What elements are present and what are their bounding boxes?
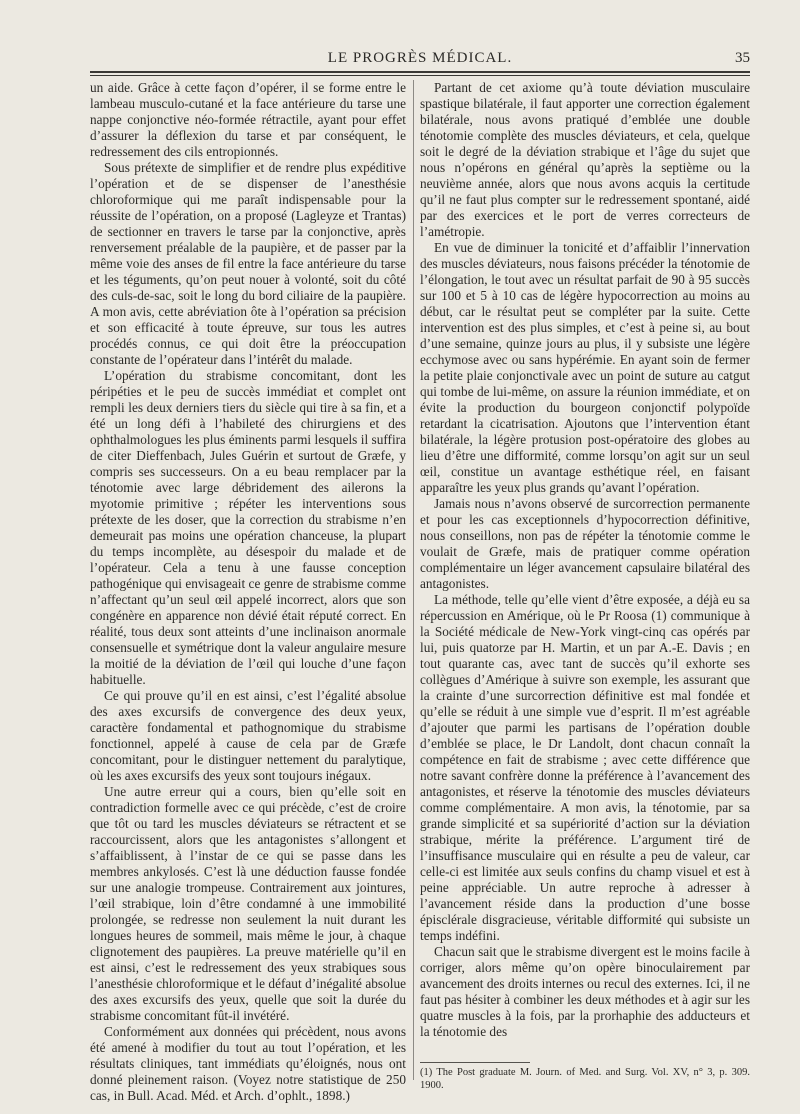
paragraph: Jamais nous n’avons observé de surcorrection permanente et pour les cas exceptionnels d’hypocorrection définitive, nous conseillons, non pas de répéter la ténotomie comme le voulait de Græfe, mais de pratiquer comme opération complémentaire un léger avancement capsulaire bilatéral des antagonistes. bbox=[420, 496, 750, 591]
footnote-rule bbox=[420, 1062, 530, 1063]
paragraph: un aide. Grâce à cette façon d’opérer, il se forme entre le lambeau musculo-cutané et la face antérieure du tarse une nappe conjonctive néo-formée rétractile, ayant pour effet d’assurer la déflexion du tarse et par conséquent, le redressement des cils entropionnés. bbox=[90, 80, 406, 159]
running-header bbox=[90, 50, 750, 72]
paragraph: Sous prétexte de simplifier et de rendre plus expéditive l’opération et de se dispenser de l’anesthésie chloroformique qui me paraît indispensable pour la réussite de l’opération, on a proposé (Lagleyze et Trantas) de sectionner en travers le tarse par la conjonctive, après renversement préalable de la paupière, et de passer par la même voie des anses de fil entre la face antérieure du tarse et les téguments, qu’on peut nouer à volonté, soit du côté des culs-de-sac, soit le long du bord ciliaire de la paupière. A mon avis, cette abréviation ôte à l’opération sa précision et son efficacité à toute épreuve, sur tous les autres procédés connus, ce qui doit être la préoccupation constante de l’opérateur dans l’intérêt du malade. bbox=[90, 160, 406, 367]
paragraph: Une autre erreur qui a cours, bien qu’elle soit en contradiction formelle avec ce qui précède, c’est de croire que tôt ou tard les muscles déviateurs se rétractent et se raccourcissent, alors que les antagonistes s’allongent et s’affaiblissent, à l’instar de ce qui se passe dans les membres ankylosés. C’est là une déduction fausse fondée sur une analogie trompeuse. Contrairement aux jointures, l’œil strabique, loin d’être condamné à une immobilité prolongée, se redresse non seulement la nuit durant les longues heures de sommeil, mais même le jour, à chaque clignotement des paupières. La preuve matérielle qu’il en est ainsi, c’est le redressement des yeux strabiques sous l’anesthésie chloroformique et le défaut d’inégalité absolue des axes excursifs des yeux, quelle que soit la durée du strabisme concomitant fût-il invétéré. bbox=[90, 784, 406, 1023]
paragraph: La méthode, telle qu’elle vient d’être exposée, a déjà eu sa répercussion en Amérique, où le Pr Roosa (1) communique à la Société médicale de New-York vingt-cinq cas opérés par lui, puis quatorze par H. Martin, et un par A.-E. Davis ; en tout quarante cas, avec tant de succès qu’il exhorte ses collègues d’Amérique à suivre son exemple, les assurant que la crainte d’une surcorrection définitive est mal fondée et qu’elle se réduit à une simple vue d’esprit. Il m’est agréable d’ajouter que parmi les partisans de l’opération double d’emblée se place, le Dr Landolt, dont chacun connaît la compétence en fait de strabisme ; avec cette différence que notre savant confrère donne la préférence à l’avancement des antagonistes, et réserve la ténotomie des muscles déviateurs comme complémentaire. A mon avis, la ténotomie, par sa grande simplicité et sa supériorité d’action sur la déviation strabique, mérite la préférence. L’argument tiré de l’insuffisance musculaire qui en résulte a peu de valeur, car celle-ci est limitée aux seuls confins du champ visuel et est à peine appréciable. Un autre reproche à adresser à l’avancement réside dans la production d’une bosse épisclérale disgracieuse, véritable difformité qui subsiste un temps indéfini. bbox=[420, 592, 750, 943]
header-rule-thick bbox=[90, 71, 750, 73]
left-column bbox=[90, 80, 406, 1104]
column-divider bbox=[413, 80, 414, 1080]
paragraph: Chacun sait que le strabisme divergent est le moins facile à corriger, alors même qu’on opère binoculairement par avancement des droits internes ou recul des externes. Ici, il ne faut pas hésiter à combiner les deux méthodes et à agir sur les quatre muscles à la fois, par la prorhaphie des adducteurs et la ténotomie des bbox=[420, 944, 750, 1039]
paragraph: L’opération du strabisme concomitant, dont les péripéties et le peu de succès immédiat et complet ont rempli les deux derniers tiers du siècle qui tire à sa fin, et a été un long défi à l’habileté des chirurgiens et des ophthalmologues les plus éminents parmi lesquels il suffira de citer Dieffenbach, Jules Guérin et surtout de Græfe, y compris ses successeurs. On a eu beau remplacer par la ténotomie avec large débridement des ailerons la myotomie primitive ; répéter les interventions sous prétexte de les doser, que la correction du strabisme n’en demeurait pas moins une opération chanceuse, la plupart du temps incomplète, au désespoir du malade et de l’opérateur. Cela a tenu à une fausse conception pathogénique qui envisageait ce genre de strabisme comme n’affectant qu’un seul œil appelé incorrect, alors que son congénère en apparence non dévié était réputé correct. En réalité, tous deux sont atteints d’une inclinaison anormale consensuelle et symétrique dont la valeur angulaire mesure la moitié de la déviation de l’œil qui louche d’une façon habituelle. bbox=[90, 368, 406, 687]
paragraph: Conformément aux données qui précèdent, nous avons été amené à modifier du tout au tout l’opération, et les résultats cliniques, tant immédiats qu’éloignés, nous ont donné pleinement raison. (Voyez notre statistique de 250 cas, in Bull. Acad. Méd. et Arch. d’ophlt., 1898.) bbox=[90, 1024, 406, 1103]
paragraph: Partant de cet axiome qu’à toute déviation musculaire spastique bilatérale, il faut apporter une correction également bilatérale, nous avons pratiqué d’emblée une double ténotomie complète des muscles déviateurs, et cela, quelque soit le degré de la déviation strabique et l’âge du sujet que nous n’opérons en général qu’après la septième ou la neuvième année, alors que nous avons acquis la certitude qu’il ne faut plus compter sur le redressement spontané, aidé par des exercices et le port de verres correcteurs de l’amétropie. bbox=[420, 80, 750, 239]
header-rule-thin bbox=[90, 75, 750, 76]
page-number: 35 bbox=[735, 50, 750, 66]
footnote: (1) The Post graduate M. Journ. of Med. and Surg. Vol. XV, n° 3, p. 309. 1900. bbox=[420, 1067, 750, 1091]
paragraph: En vue de diminuer la tonicité et d’affaiblir l’innervation des muscles déviateurs, nous faisons précéder la ténotomie de l’élongation, le tout avec un résultat parfait de 90 à 95 succès sur 100 et 5 à 10 cas de légère hypocorrection au moins au début, car le résultat peut se compléter par la suite. Cette intervention est des plus simples, et c’est à peine si, au bout d’une semaine, quinze jours au plus, il y subsiste une légère ecchymose avec ou sans hypérémie. En ayant soin de fermer la petite plaie conjonctivale avec un point de suture au catgut qui tombe de lui-même, on assure la réunion immédiate, et on évite la production du bourgeon conjonctif polypoïde retardant la cicatrisation. Ajoutons que l’intervention étant bilatérale, la légère protusion post-opératoire des globes au lieu d’être une difformité, comme lorsqu’on agit sur un seul œil, constitue un avantage esthétique réel, en faisant apparaître les yeux plus grands qu’avant l’opération. bbox=[420, 240, 750, 495]
right-column bbox=[420, 80, 750, 1040]
journal-title: LE PROGRÈS MÉDICAL. bbox=[327, 50, 513, 66]
paragraph: Ce qui prouve qu’il en est ainsi, c’est l’égalité absolue des axes excursifs de convergence des deux yeux, caractère fondamental et pathognomique du strabisme fonctionnel, appelé à cause de cela par de Græfe concomitant, pour le distinguer nettement du paralytique, où les axes excursifs des yeux sont toujours inégaux. bbox=[90, 688, 406, 783]
